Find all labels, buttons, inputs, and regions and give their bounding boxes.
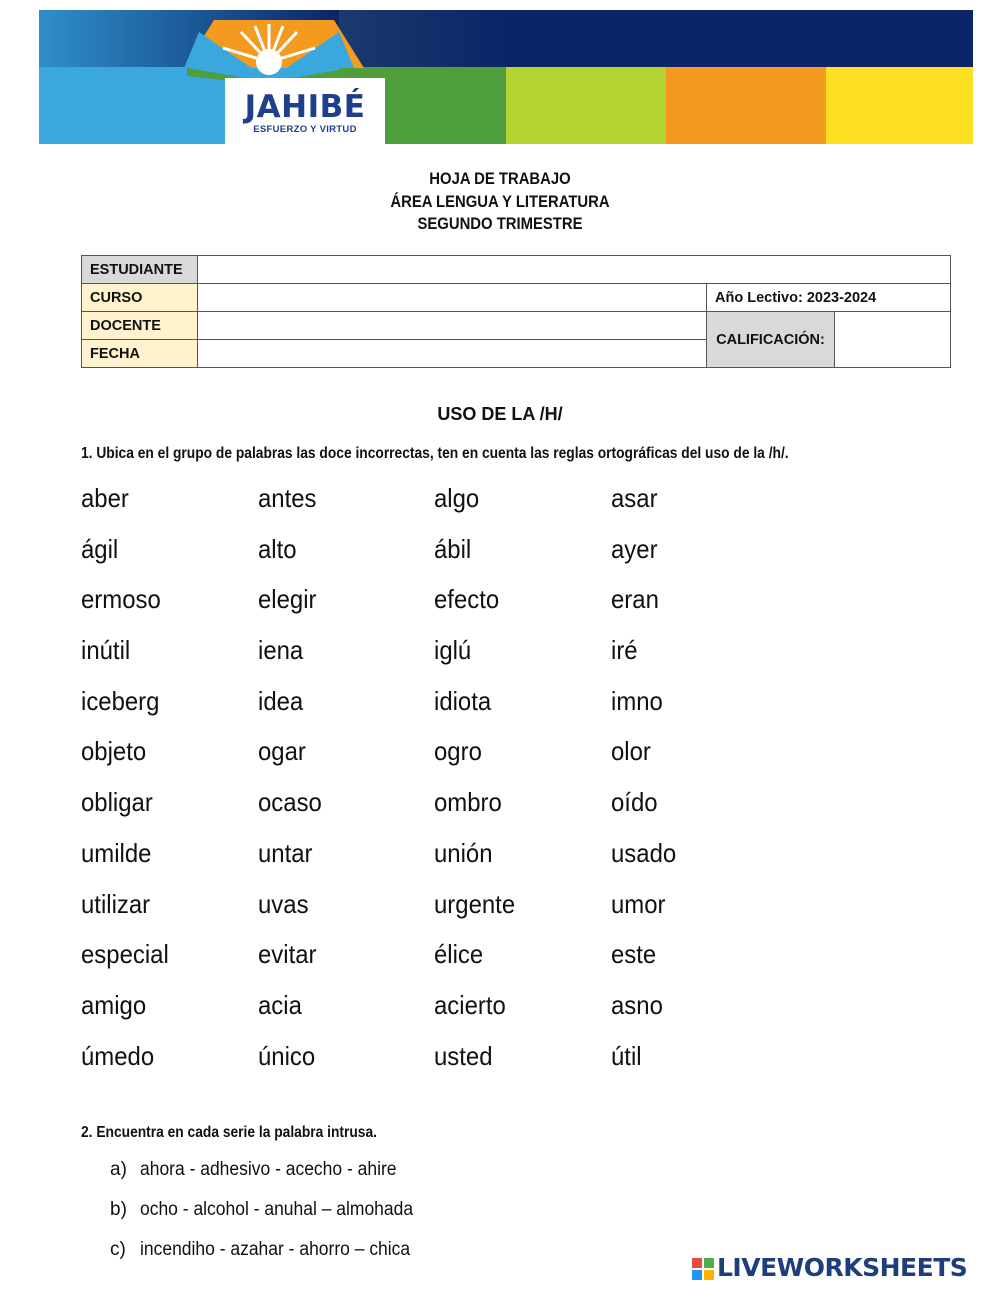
word[interactable]: ocaso [258,787,322,818]
word[interactable]: olor [611,736,651,767]
word[interactable]: amigo [81,989,147,1020]
word[interactable]: antes [258,483,317,513]
grade-field[interactable] [835,312,951,368]
worksheet-titles [0,168,1000,236]
word[interactable]: ogro [434,736,482,767]
word[interactable]: uvas [258,888,309,919]
series-letter: c) [110,1239,126,1260]
word[interactable]: único [258,1040,316,1071]
banner-orange-band [666,67,826,144]
word[interactable]: ábil [434,533,472,564]
school-motto: ESFUERZO Y VIRTUD [253,124,357,135]
word[interactable]: inútil [81,635,131,666]
word[interactable]: obligar [81,787,153,818]
school-logo-icon [159,10,379,85]
word[interactable]: acierto [434,989,506,1020]
word[interactable]: ágil [81,533,119,564]
word[interactable]: algo [434,483,480,513]
word[interactable]: úmedo [81,1040,155,1071]
word[interactable]: asno [611,989,663,1020]
student-field[interactable] [198,256,951,284]
word[interactable]: idea [258,685,304,716]
term-title: SEGUNDO TRIMESTRE [417,215,583,233]
word[interactable]: idiota [434,685,492,716]
teacher-row [82,312,951,340]
series-letter: a) [110,1159,127,1180]
banner-navy-band-right [506,10,973,67]
word[interactable]: alto [258,533,297,564]
date-field[interactable] [198,340,707,368]
word[interactable]: ayer [611,533,658,564]
teacher-label: DOCENTE [82,312,198,340]
section-title: USO DE LA /H/ [437,404,563,424]
series-text[interactable]: ahora - adhesivo - acecho - ahire [140,1159,397,1180]
student-info-table [81,255,951,368]
worksheet-title: HOJA DE TRABAJO [429,170,571,188]
course-label: CURSO [82,284,198,312]
word[interactable]: efecto [434,584,500,615]
word[interactable]: untar [258,837,313,868]
exercise2-instruction: 2. Encuentra en cada serie la palabra intrusa. [81,1124,377,1141]
series-letter: b) [110,1199,127,1220]
date-label: FECHA [82,340,198,368]
banner-yellow-band [826,67,973,144]
student-row [82,256,951,284]
series-text[interactable]: incendiho - azahar - ahorro – chica [140,1239,411,1260]
student-label: ESTUDIANTE [82,256,198,284]
word[interactable]: iena [258,635,304,666]
word[interactable]: este [611,939,657,970]
word[interactable]: iglú [434,635,472,666]
word[interactable]: acia [258,989,302,1020]
word[interactable]: objeto [81,736,147,767]
word[interactable]: umor [611,888,666,919]
word[interactable]: oído [611,787,658,818]
word[interactable]: élice [434,939,484,970]
word[interactable]: utilizar [81,888,151,919]
subject-title: ÁREA LENGUA Y LITERATURA [390,192,610,211]
word[interactable]: usted [434,1040,493,1071]
word[interactable]: ombro [434,787,502,818]
word[interactable]: unión [434,837,493,868]
word[interactable]: usado [611,837,677,868]
header-banner [39,10,973,144]
word[interactable]: umilde [81,837,152,868]
word[interactable]: evitar [258,939,317,970]
school-logo [225,78,385,144]
liveworksheets-text: LIVEWORKSHEETS [717,1253,968,1282]
word[interactable]: asar [611,483,658,513]
word[interactable]: urgente [434,888,516,919]
word[interactable]: elegir [258,584,317,615]
exercise1-instruction: 1. Ubica en el grupo de palabras las doce incorrectas, ten en cuenta las reglas ortográficas del uso de la /h/. [81,445,789,462]
word[interactable]: imno [611,685,663,716]
school-year: Año Lectivo: 2023-2024 [707,284,951,312]
word[interactable]: iré [611,635,638,666]
word[interactable]: especial [81,939,169,970]
grade-label: CALIFICACIÓN: [707,312,835,368]
word[interactable]: ermoso [81,584,161,615]
word[interactable]: ogar [258,736,306,767]
word[interactable]: aber [81,483,129,513]
school-name: JAHIBÉ [244,89,366,125]
word[interactable]: iceberg [81,685,160,716]
liveworksheets-logo-icon [692,1258,714,1280]
word[interactable]: eran [611,584,659,615]
word[interactable]: útil [611,1040,642,1071]
series-text[interactable]: ocho - alcohol - anuhal – almohada [140,1199,414,1220]
course-field[interactable] [198,284,707,312]
teacher-field[interactable] [198,312,707,340]
course-row [82,284,951,312]
